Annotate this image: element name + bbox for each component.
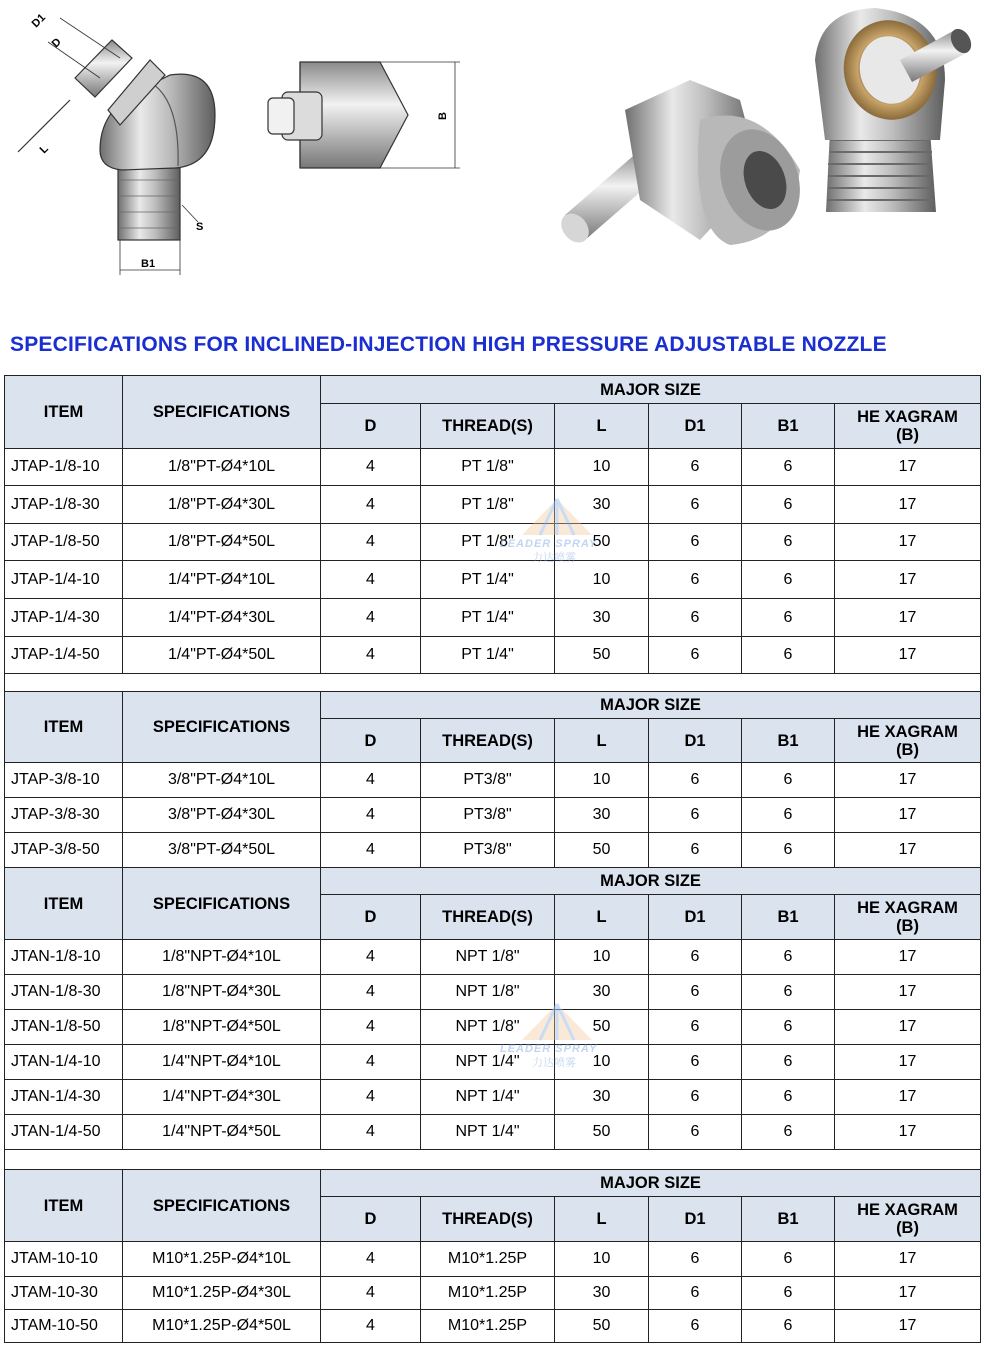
header-row [5, 1170, 981, 1197]
specification-cell: 1/8"PT-Ø4*50L [123, 524, 321, 561]
label-d: D [49, 36, 64, 51]
d-cell: 4 [321, 524, 421, 561]
d-cell: 4 [321, 1045, 421, 1080]
d-cell: 4 [321, 763, 421, 798]
header-hexagram-line1: HE XAGRAM [857, 899, 958, 917]
d-cell: 4 [321, 449, 421, 486]
hexagram-cell: 17 [835, 1010, 981, 1045]
header-d1: D1 [649, 719, 742, 763]
item-cell: JTAN-1/4-50 [5, 1115, 123, 1150]
b1-cell: 6 [742, 1242, 835, 1277]
d1-cell: 6 [649, 1080, 742, 1115]
d1-cell: 6 [649, 561, 742, 599]
header-d: D [321, 404, 421, 449]
header-b1: B1 [742, 895, 835, 940]
b1-cell: 6 [742, 1010, 835, 1045]
table-row [5, 1080, 981, 1115]
d-cell: 4 [321, 798, 421, 833]
header-l: L [555, 404, 649, 449]
b1-cell: 6 [742, 833, 835, 868]
thread-cell: PT 1/4" [421, 599, 555, 637]
header-major-size: MAJOR SIZE [321, 692, 981, 719]
thread-cell: NPT 1/4" [421, 1080, 555, 1115]
d-cell: 4 [321, 486, 421, 524]
table-row [5, 940, 981, 975]
b1-cell: 6 [742, 975, 835, 1010]
header-item: ITEM [5, 376, 123, 449]
item-cell: JTAP-3/8-50 [5, 833, 123, 868]
l-cell: 30 [555, 798, 649, 833]
item-cell: JTAN-1/8-50 [5, 1010, 123, 1045]
product-photo-upright [815, 8, 975, 212]
hexagram-cell: 17 [835, 763, 981, 798]
header-d: D [321, 719, 421, 763]
item-cell: JTAN-1/4-10 [5, 1045, 123, 1080]
l-cell: 50 [555, 524, 649, 561]
d1-cell: 6 [649, 940, 742, 975]
label-b: B [437, 112, 449, 120]
d-cell: 4 [321, 975, 421, 1010]
d1-cell: 6 [649, 833, 742, 868]
l-cell: 50 [555, 1115, 649, 1150]
header-d1: D1 [649, 1197, 742, 1242]
thread-cell: PT3/8" [421, 763, 555, 798]
header-row [5, 692, 981, 719]
d1-cell: 6 [649, 449, 742, 486]
b1-cell: 6 [742, 1080, 835, 1115]
b1-cell: 6 [742, 1115, 835, 1150]
specification-cell: 1/4"NPT-Ø4*50L [123, 1115, 321, 1150]
header-hexagram-line1: HE XAGRAM [857, 408, 958, 426]
b1-cell: 6 [742, 1277, 835, 1310]
item-cell: JTAP-1/8-30 [5, 486, 123, 524]
item-cell: JTAP-1/4-50 [5, 637, 123, 674]
hexagram-cell: 17 [835, 1115, 981, 1150]
d1-cell: 6 [649, 1242, 742, 1277]
specification-cell: 3/8"PT-Ø4*10L [123, 763, 321, 798]
item-cell: JTAM-10-30 [5, 1277, 123, 1310]
specification-cell: 1/4"PT-Ø4*50L [123, 637, 321, 674]
header-l: L [555, 895, 649, 940]
d-cell: 4 [321, 637, 421, 674]
header-thread: THREAD(S) [421, 404, 555, 449]
header-item: ITEM [5, 692, 123, 763]
l-cell: 30 [555, 1080, 649, 1115]
table-row [5, 599, 981, 637]
hexagram-cell: 17 [835, 561, 981, 599]
hexagram-cell: 17 [835, 940, 981, 975]
thread-cell: NPT 1/4" [421, 1045, 555, 1080]
hexagram-cell: 17 [835, 524, 981, 561]
label-s: S [196, 221, 204, 233]
b1-cell: 6 [742, 449, 835, 486]
thread-cell: NPT 1/4" [421, 1115, 555, 1150]
header-specifications: SPECIFICATIONS [123, 376, 321, 449]
item-cell: JTAM-10-10 [5, 1242, 123, 1277]
header-d1: D1 [649, 895, 742, 940]
l-cell: 50 [555, 637, 649, 674]
hexagram-cell: 17 [835, 486, 981, 524]
specification-cell: 1/4"NPT-Ø4*10L [123, 1045, 321, 1080]
d1-cell: 6 [649, 1010, 742, 1045]
label-b1: B1 [141, 258, 156, 270]
table-row [5, 1115, 981, 1150]
item-cell: JTAP-3/8-10 [5, 763, 123, 798]
thread-cell: PT 1/4" [421, 637, 555, 674]
thread-cell: M10*1.25P [421, 1277, 555, 1310]
product-photo-angled [556, 80, 814, 248]
table-row [5, 763, 981, 798]
hexagram-cell: 17 [835, 599, 981, 637]
item-cell: JTAP-3/8-30 [5, 798, 123, 833]
l-cell: 30 [555, 599, 649, 637]
header-specifications: SPECIFICATIONS [123, 692, 321, 763]
specification-cell: 1/4"PT-Ø4*10L [123, 561, 321, 599]
thread-cell: NPT 1/8" [421, 1010, 555, 1045]
b1-cell: 6 [742, 1310, 835, 1343]
thread-cell: NPT 1/8" [421, 975, 555, 1010]
specification-cell: 1/4"PT-Ø4*30L [123, 599, 321, 637]
hexagram-cell: 17 [835, 637, 981, 674]
header-hexagram-line2: (B) [896, 426, 919, 444]
d1-cell: 6 [649, 975, 742, 1010]
hexagram-cell: 17 [835, 1045, 981, 1080]
header-row [5, 868, 981, 895]
d1-cell: 6 [649, 637, 742, 674]
header-hexagram [835, 719, 981, 763]
d1-cell: 6 [649, 1277, 742, 1310]
thread-cell: M10*1.25P [421, 1242, 555, 1277]
page-title: SPECIFICATIONS FOR INCLINED-INJECTION HIGH PRESSURE ADJUSTABLE NOZZLE [10, 333, 887, 356]
header-item: ITEM [5, 1170, 123, 1242]
header-b1: B1 [742, 404, 835, 449]
thread-cell: PT 1/8" [421, 524, 555, 561]
thread-cell: M10*1.25P [421, 1310, 555, 1343]
d1-cell: 6 [649, 524, 742, 561]
l-cell: 10 [555, 1242, 649, 1277]
specification-cell: M10*1.25P-Ø4*50L [123, 1310, 321, 1343]
header-hexagram [835, 1197, 981, 1242]
d-cell: 4 [321, 833, 421, 868]
item-cell: JTAP-1/8-50 [5, 524, 123, 561]
table-row [5, 524, 981, 561]
watermark-brand: LEADER SPRAY [500, 1043, 598, 1055]
d1-cell: 6 [649, 486, 742, 524]
b1-cell: 6 [742, 1045, 835, 1080]
d-cell: 4 [321, 940, 421, 975]
hexagram-cell: 17 [835, 449, 981, 486]
watermark-chinese: 力达喷雾 [532, 552, 576, 564]
header-d: D [321, 895, 421, 940]
table-row [5, 975, 981, 1010]
header-major-size: MAJOR SIZE [321, 868, 981, 895]
d-cell: 4 [321, 1115, 421, 1150]
item-cell: JTAN-1/8-30 [5, 975, 123, 1010]
specification-cell: M10*1.25P-Ø4*30L [123, 1277, 321, 1310]
thread-cell: PT 1/4" [421, 561, 555, 599]
table-row [5, 486, 981, 524]
hexagram-cell: 17 [835, 1277, 981, 1310]
group-spacer [5, 1150, 981, 1170]
d1-cell: 6 [649, 599, 742, 637]
d-cell: 4 [321, 1310, 421, 1343]
header-specifications: SPECIFICATIONS [123, 868, 321, 940]
d1-cell: 6 [649, 1045, 742, 1080]
header-hexagram-line2: (B) [896, 1219, 919, 1237]
l-cell: 30 [555, 975, 649, 1010]
table-row [5, 1045, 981, 1080]
specifications-table [4, 375, 981, 1343]
side-view-drawing [18, 18, 215, 275]
item-cell: JTAP-1/4-30 [5, 599, 123, 637]
header-thread: THREAD(S) [421, 719, 555, 763]
spacer-cell [5, 1150, 981, 1170]
label-d1: D1 [29, 11, 49, 31]
header-hexagram-line2: (B) [896, 917, 919, 935]
header-thread: THREAD(S) [421, 1197, 555, 1242]
b1-cell: 6 [742, 940, 835, 975]
b1-cell: 6 [742, 763, 835, 798]
l-cell: 50 [555, 1310, 649, 1343]
header-major-size: MAJOR SIZE [321, 1170, 981, 1197]
header-specifications: SPECIFICATIONS [123, 1170, 321, 1242]
hexagram-cell: 17 [835, 1242, 981, 1277]
header-hexagram [835, 404, 981, 449]
header-major-size: MAJOR SIZE [321, 376, 981, 404]
table-row [5, 1277, 981, 1310]
watermark-brand: LEADER SPRAY [500, 538, 598, 550]
product-illustrations [0, 0, 984, 300]
table-row [5, 833, 981, 868]
l-cell: 30 [555, 1277, 649, 1310]
d1-cell: 6 [649, 763, 742, 798]
l-cell: 30 [555, 486, 649, 524]
header-item: ITEM [5, 868, 123, 940]
header-thread: THREAD(S) [421, 895, 555, 940]
hexagram-cell: 17 [835, 1310, 981, 1343]
specification-cell: 1/4"NPT-Ø4*30L [123, 1080, 321, 1115]
thread-cell: PT 1/8" [421, 486, 555, 524]
specification-cell: 3/8"PT-Ø4*50L [123, 833, 321, 868]
b1-cell: 6 [742, 599, 835, 637]
header-b1: B1 [742, 1197, 835, 1242]
hexagram-cell: 17 [835, 975, 981, 1010]
d-cell: 4 [321, 1242, 421, 1277]
hexagram-cell: 17 [835, 798, 981, 833]
item-cell: JTAP-1/8-10 [5, 449, 123, 486]
b1-cell: 6 [742, 486, 835, 524]
specification-cell: 1/8"NPT-Ø4*30L [123, 975, 321, 1010]
d1-cell: 6 [649, 1115, 742, 1150]
header-d: D [321, 1197, 421, 1242]
header-l: L [555, 1197, 649, 1242]
table-row [5, 449, 981, 486]
d1-cell: 6 [649, 1310, 742, 1343]
table-row [5, 1242, 981, 1277]
table-row [5, 1010, 981, 1045]
d-cell: 4 [321, 1277, 421, 1310]
specification-cell: 1/8"NPT-Ø4*50L [123, 1010, 321, 1045]
label-l: L [37, 142, 51, 157]
b1-cell: 6 [742, 637, 835, 674]
l-cell: 10 [555, 449, 649, 486]
table-row [5, 637, 981, 674]
d-cell: 4 [321, 1010, 421, 1045]
header-hexagram-line1: HE XAGRAM [857, 1201, 958, 1219]
d-cell: 4 [321, 599, 421, 637]
item-cell: JTAN-1/8-10 [5, 940, 123, 975]
header-hexagram [835, 895, 981, 940]
specification-cell: 1/8"PT-Ø4*10L [123, 449, 321, 486]
header-d1: D1 [649, 404, 742, 449]
thread-cell: PT3/8" [421, 798, 555, 833]
header-l: L [555, 719, 649, 763]
l-cell: 10 [555, 763, 649, 798]
item-cell: JTAP-1/4-10 [5, 561, 123, 599]
specification-cell: 1/8"NPT-Ø4*10L [123, 940, 321, 975]
d1-cell: 6 [649, 798, 742, 833]
thread-cell: NPT 1/8" [421, 940, 555, 975]
header-b1: B1 [742, 719, 835, 763]
l-cell: 50 [555, 833, 649, 868]
table-row [5, 561, 981, 599]
b1-cell: 6 [742, 561, 835, 599]
spacer-cell [5, 674, 981, 692]
b1-cell: 6 [742, 798, 835, 833]
l-cell: 10 [555, 1045, 649, 1080]
item-cell: JTAN-1/4-30 [5, 1080, 123, 1115]
table-row [5, 798, 981, 833]
header-hexagram-line1: HE XAGRAM [857, 722, 958, 741]
specification-cell: M10*1.25P-Ø4*10L [123, 1242, 321, 1277]
group-spacer [5, 674, 981, 692]
thread-cell: PT 1/8" [421, 449, 555, 486]
b1-cell: 6 [742, 524, 835, 561]
header-row [5, 376, 981, 404]
specification-cell: 1/8"PT-Ø4*30L [123, 486, 321, 524]
hexagram-cell: 17 [835, 833, 981, 868]
l-cell: 10 [555, 561, 649, 599]
watermark-chinese: 力达喷雾 [532, 1057, 576, 1069]
l-cell: 50 [555, 1010, 649, 1045]
table-row [5, 1310, 981, 1343]
l-cell: 10 [555, 940, 649, 975]
front-view-drawing [268, 62, 460, 168]
thread-cell: PT3/8" [421, 833, 555, 868]
item-cell: JTAM-10-50 [5, 1310, 123, 1343]
header-hexagram-line2: (B) [896, 740, 919, 759]
hexagram-cell: 17 [835, 1080, 981, 1115]
specification-cell: 3/8"PT-Ø4*30L [123, 798, 321, 833]
d-cell: 4 [321, 1080, 421, 1115]
d-cell: 4 [321, 561, 421, 599]
